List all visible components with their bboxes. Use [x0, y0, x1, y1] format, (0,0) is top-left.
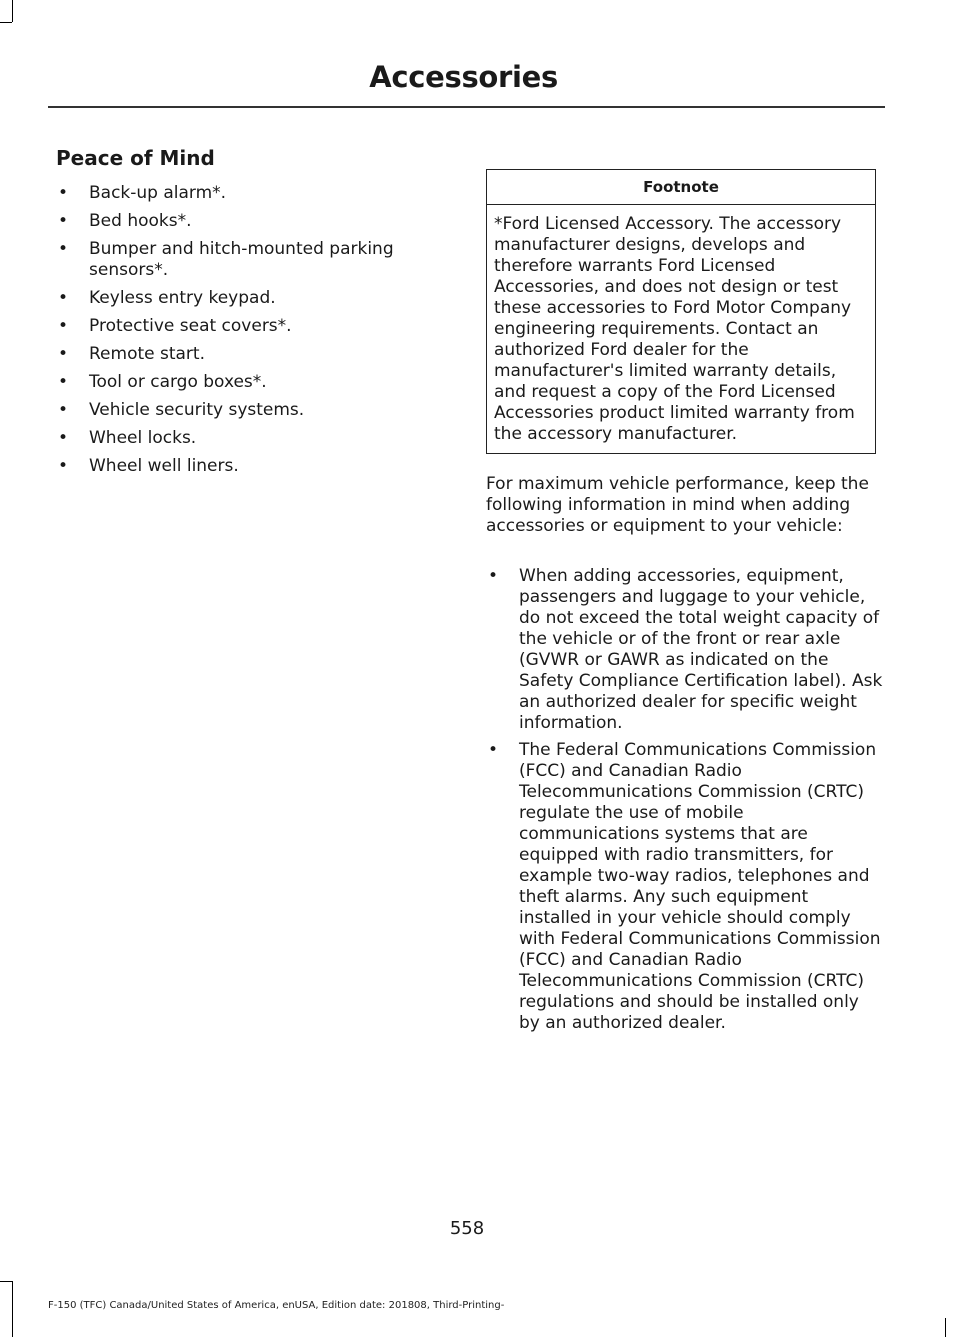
crop-mark-top-left — [12, 0, 13, 22]
list-item-text: Tool or cargo boxes*. — [89, 372, 267, 392]
section-heading: Peace of Mind — [56, 146, 215, 170]
list-item-text: Keyless entry keypad. — [89, 288, 276, 308]
list-item — [56, 344, 436, 365]
bullet-mark: • — [58, 288, 69, 308]
crop-mark-top-left-h — [0, 22, 12, 23]
intro-paragraph: For maximum vehicle performance, keep the following information in mind when adding accessories or equipment to your vehicle: — [486, 474, 869, 536]
crop-mark-bottom-left-h — [0, 1281, 12, 1282]
list-item-text: The Federal Communications Commission (FCC) and Canadian Radio Telecommunications Commission (CRTC) regulate the use of mobile communications systems that are equipped with radio transmitters, for example two-way radios, telephones and theft alarms. Any such equipment installed in your vehicle should comply with Federal Communications Commission (FCC) and Canadian Radio Telecommunications Commission (CRTC) regulations and should be installed only by an authorized dealer. — [519, 740, 881, 1033]
page-number: 558 — [449, 1218, 485, 1239]
list-item — [56, 372, 436, 393]
edition-footer: F-150 (TFC) Canada/United States of America, enUSA, Edition date: 201808, Third-Printing- — [48, 1300, 505, 1311]
footnote-text: *Ford Licensed Accessory. The accessory manufacturer designs, develops and therefore warrants Ford Licensed Accessories, and does not design or test these accessories to Ford Motor Company engineering requirements. Contact an authorized Ford dealer for the manufacturer's limited warranty details, and request a copy of the Ford Licensed Accessories product limited warranty from the accessory manufacturer. — [494, 214, 855, 444]
list-item-text: Protective seat covers*. — [89, 316, 292, 336]
list-item-text: Back-up alarm*. — [89, 183, 227, 203]
list-item — [486, 740, 884, 1034]
list-item-text: Bed hooks*. — [89, 211, 192, 231]
list-item — [56, 211, 436, 232]
list-item-text: Wheel well liners. — [89, 456, 239, 476]
header-divider — [48, 106, 885, 108]
bullet-mark: • — [58, 211, 69, 231]
list-item-text: Bumper and hitch-mounted parking sensors*. — [89, 239, 394, 280]
list-item-text: When adding accessories, equipment, passengers and luggage to your vehicle, do not exceed the total weight capacity of the vehicle or of the front or rear axle (GVWR or GAWR as indicated on the Safety Compliance Certification label). Ask an authorized dealer for specific weight information. — [519, 566, 883, 733]
bullet-mark: • — [58, 183, 69, 203]
list-item — [486, 566, 884, 734]
performance-list — [486, 566, 884, 1040]
footnote-table — [486, 169, 876, 454]
bullet-mark: • — [488, 566, 499, 586]
list-item — [56, 400, 436, 421]
list-item-text: Wheel locks. — [89, 428, 197, 448]
list-item — [56, 239, 436, 281]
page-header-title: Accessories — [369, 60, 558, 94]
bullet-mark: • — [58, 239, 69, 259]
crop-mark-bottom-left — [12, 1281, 13, 1337]
bullet-mark: • — [58, 316, 69, 336]
list-item-text: Vehicle security systems. — [89, 400, 305, 420]
peace-of-mind-list — [56, 183, 436, 484]
bullet-mark: • — [58, 344, 69, 364]
list-item — [56, 288, 436, 309]
bullet-mark: • — [58, 372, 69, 392]
footnote-heading: Footnote — [487, 170, 875, 205]
list-item — [56, 456, 436, 477]
list-item — [56, 183, 436, 204]
list-item-text: Remote start. — [89, 344, 205, 364]
bullet-mark: • — [58, 428, 69, 448]
bullet-mark: • — [488, 740, 499, 760]
bullet-mark: • — [58, 456, 69, 476]
crop-mark-bottom-right — [945, 1318, 946, 1337]
list-item — [56, 316, 436, 337]
list-item — [56, 428, 436, 449]
bullet-mark: • — [58, 400, 69, 420]
